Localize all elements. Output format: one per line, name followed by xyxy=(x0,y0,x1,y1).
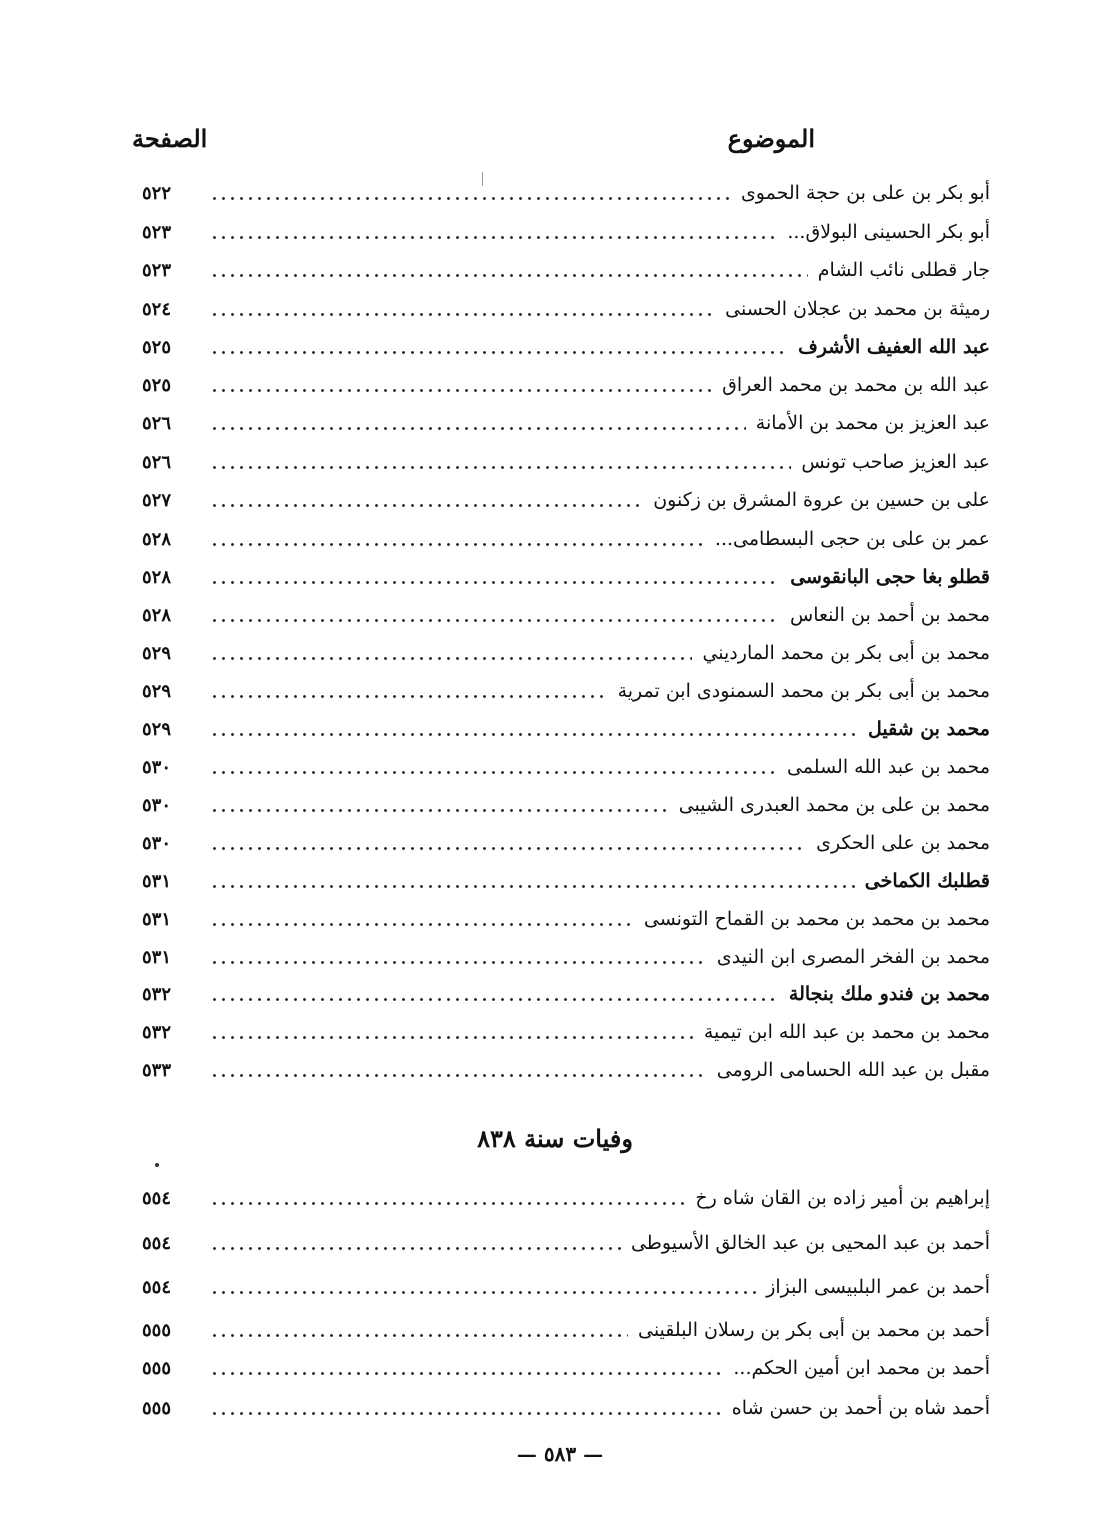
entry-page: ٥٢٣ xyxy=(142,259,172,281)
entry-page: ٥٢٩ xyxy=(142,718,172,740)
toc-entry xyxy=(140,863,990,899)
entry-page: ٥٣٠ xyxy=(142,794,172,816)
entry-page: ٥٣١ xyxy=(142,870,172,892)
entry-page: ٥٣٣ xyxy=(142,1059,172,1081)
toc-entry xyxy=(140,1350,990,1386)
entry-name: قطلو بغا حجى البانقوسى xyxy=(790,566,990,588)
entry-name: محمد بن على بن محمد العبدرى الشيبى xyxy=(678,794,990,816)
toc-entry xyxy=(140,214,990,250)
dot-leader xyxy=(210,673,608,709)
dot-leader xyxy=(210,635,692,671)
dot-leader xyxy=(210,291,715,327)
dot-leader xyxy=(210,175,731,211)
toc-entry xyxy=(140,444,990,480)
toc-entry xyxy=(140,1180,990,1216)
toc-entry xyxy=(140,749,990,785)
dot-leader xyxy=(210,825,806,861)
dot-leader xyxy=(210,901,634,937)
toc-entry xyxy=(140,559,990,595)
scan-mark xyxy=(155,1163,159,1167)
toc-entry xyxy=(140,976,990,1012)
toc-entry xyxy=(140,175,990,211)
toc-entry xyxy=(140,1225,990,1261)
toc-entry xyxy=(140,1312,990,1348)
entry-name: محمد بن فندو ملك بنجالة xyxy=(788,983,990,1005)
dot-leader xyxy=(210,329,788,365)
toc-entry xyxy=(140,1014,990,1050)
entry-name: أحمد بن محمد بن أبى بكر بن رسلان البلقينى xyxy=(637,1319,990,1341)
entry-page: ٥٥٤ xyxy=(142,1187,172,1209)
toc-entry xyxy=(140,711,990,747)
dot-leader xyxy=(210,1225,621,1261)
entry-name: إبراهيم بن أمير زاده بن القان شاه رخ xyxy=(695,1187,990,1209)
entry-name: أبو بكر الحسينى البولاق... xyxy=(787,221,990,243)
entry-name: قطلبك الكماخى xyxy=(864,870,990,892)
entry-name: جار قطلى نائب الشام xyxy=(817,259,990,281)
entry-name: أحمد بن عمر البلبيسى البزاز xyxy=(766,1276,990,1298)
entry-page: ٥٢٣ xyxy=(142,221,172,243)
entry-page: ٥٢٥ xyxy=(142,336,172,358)
column-header-page: الصفحة xyxy=(132,124,208,153)
dot-leader xyxy=(210,711,858,747)
entry-name: عبد الله بن محمد بن محمد العراق xyxy=(722,374,990,396)
entry-page: ٥٥٤ xyxy=(142,1232,172,1254)
toc-entry xyxy=(140,939,990,975)
dot-leader xyxy=(210,1269,756,1305)
entry-page: ٥٢٦ xyxy=(142,451,172,473)
toc-entry xyxy=(140,329,990,365)
entry-name: محمد بن على الحكرى xyxy=(816,832,990,854)
toc-entry xyxy=(140,521,990,557)
entry-page: ٥٢٨ xyxy=(142,566,172,588)
entry-page: ٥٣١ xyxy=(142,908,172,930)
dot-leader xyxy=(210,597,780,633)
entry-name: رميثة بن محمد بن عجلان الحسنى xyxy=(725,298,990,320)
dot-leader xyxy=(210,1390,722,1426)
entry-name: أبو بكر بن على بن حجة الحموى xyxy=(740,182,990,204)
dot-leader xyxy=(210,1180,685,1216)
dot-leader xyxy=(210,559,780,595)
entry-name: محمد بن أحمد بن النعاس xyxy=(790,604,990,626)
toc-entry xyxy=(140,291,990,327)
dot-leader xyxy=(210,787,669,823)
entry-name: مقبل بن عبد الله الحسامى الرومى xyxy=(716,1059,990,1081)
dot-leader xyxy=(210,939,707,975)
toc-entry xyxy=(140,482,990,518)
entry-page: ٥٥٥ xyxy=(142,1397,172,1419)
dot-leader xyxy=(210,1014,694,1050)
entry-page: ٥٢٨ xyxy=(142,528,172,550)
entry-page: ٥٣٠ xyxy=(142,832,172,854)
toc-entry xyxy=(140,1052,990,1088)
entry-name: محمد بن عبد الله السلمى xyxy=(786,756,990,778)
entry-page: ٥٢٩ xyxy=(142,642,172,664)
entry-name: عبد العزيز بن محمد بن الأمانة xyxy=(755,412,990,434)
entry-name: محمد بن محمد بن محمد بن القماح التونسى xyxy=(643,908,990,930)
entry-name: محمد بن أبى بكر بن محمد السمنودى ابن تمرية xyxy=(617,680,990,702)
toc-entry xyxy=(140,1390,990,1426)
dot-leader xyxy=(210,405,746,441)
toc-entry xyxy=(140,635,990,671)
dot-leader xyxy=(210,252,808,288)
dot-leader xyxy=(210,1350,723,1386)
toc-entry xyxy=(140,825,990,861)
entry-name: محمد بن محمد بن عبد الله ابن تيمية xyxy=(703,1021,990,1043)
toc-entry xyxy=(140,673,990,709)
entry-name: محمد بن شقيل xyxy=(867,718,990,740)
entry-name: أحمد بن محمد ابن أمين الحكم... xyxy=(733,1357,990,1379)
column-header-subject: الموضوع xyxy=(727,124,815,153)
dot-leader xyxy=(210,367,712,403)
toc-entry xyxy=(140,405,990,441)
section-heading: وفيات سنة ٨٣٨ xyxy=(477,1124,633,1153)
entry-page: ٥٣٢ xyxy=(142,983,172,1005)
scan-mark xyxy=(482,172,483,186)
entry-name: عمر بن على بن حجى البسطامى... xyxy=(714,528,990,550)
dot-leader xyxy=(210,1312,628,1348)
entry-name: أحمد شاه بن أحمد بن حسن شاه xyxy=(731,1397,990,1419)
entry-page: ٥٣٢ xyxy=(142,1021,172,1043)
dot-leader xyxy=(210,214,777,250)
entry-page: ٥٣١ xyxy=(142,946,172,968)
dot-leader xyxy=(210,521,705,557)
entry-name: محمد بن الفخر المصرى ابن النيدى xyxy=(716,946,990,968)
entry-page: ٥٥٥ xyxy=(142,1357,172,1379)
entry-page: ٥٥٥ xyxy=(142,1319,172,1341)
entry-page: ٥٢٩ xyxy=(142,680,172,702)
entry-page: ٥٢٤ xyxy=(142,298,172,320)
toc-entry xyxy=(140,1269,990,1305)
entry-page: ٥٢٥ xyxy=(142,374,172,396)
toc-entry xyxy=(140,597,990,633)
entry-page: ٥٢٦ xyxy=(142,412,172,434)
entry-name: محمد بن أبى بكر بن محمد المارديني xyxy=(702,642,990,664)
dot-leader xyxy=(210,976,779,1012)
entry-name: على بن حسين بن عروة المشرق بن زكنون xyxy=(653,489,990,511)
dot-leader xyxy=(210,482,643,518)
toc-entry xyxy=(140,787,990,823)
dot-leader xyxy=(210,863,855,899)
entry-name: عبد العزيز صاحب تونس xyxy=(801,451,990,473)
page-number: — ٥٨٣ — xyxy=(516,1442,604,1466)
dot-leader xyxy=(210,444,791,480)
dot-leader xyxy=(210,749,777,785)
dot-leader xyxy=(210,1052,707,1088)
toc-entry xyxy=(140,367,990,403)
entry-name: عبد الله العفيف الأشرف xyxy=(798,336,990,358)
entry-page: ٥٢٧ xyxy=(142,489,172,511)
entry-page: ٥٢٨ xyxy=(142,604,172,626)
toc-entry xyxy=(140,901,990,937)
entry-page: ٥٣٠ xyxy=(142,756,172,778)
toc-entry xyxy=(140,252,990,288)
entry-page: ٥٥٤ xyxy=(142,1276,172,1298)
entry-page: ٥٢٢ xyxy=(142,182,172,204)
entry-name: أحمد بن عبد المحيى بن عبد الخالق الأسيوطى xyxy=(630,1232,990,1254)
